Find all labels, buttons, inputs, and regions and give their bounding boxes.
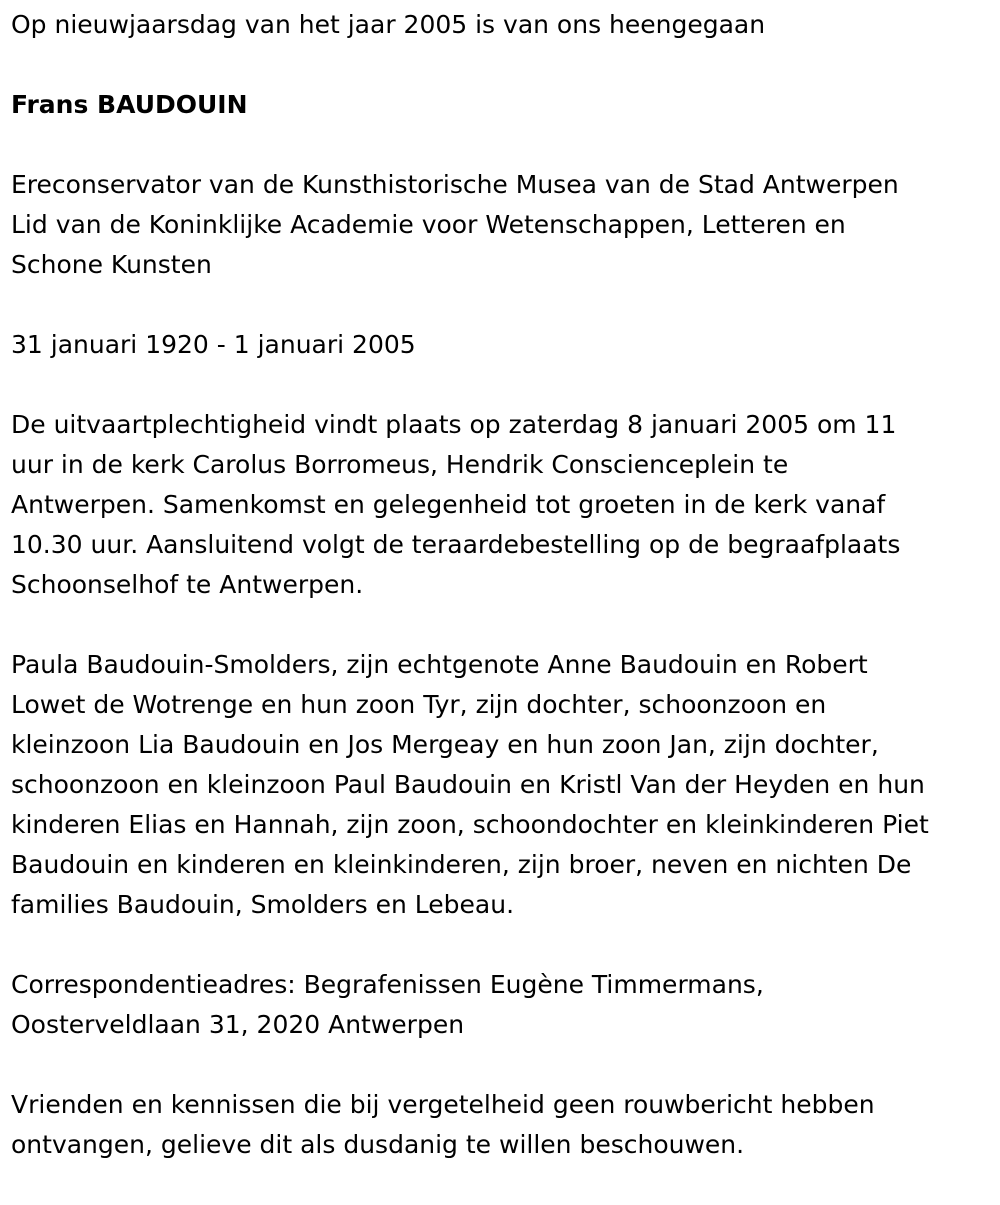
family-line: schoonzoon en kleinzoon Paul Baudouin en Kristl Van der Heyden en hun <box>11 770 925 799</box>
family-line: Lowet de Wotrenge en hun zoon Tyr, zijn dochter, schoonzoon en <box>11 690 827 719</box>
funeral-line: uur in de kerk Carolus Borromeus, Hendrik Conscienceplein te <box>11 450 789 479</box>
title-line: Lid van de Koninklijke Academie voor Wetenschappen, Letteren en <box>11 210 846 239</box>
obituary-document <box>11 0 991 1205</box>
correspondence-line: Oosterveldlaan 31, 2020 Antwerpen <box>11 1010 465 1039</box>
funeral-paragraph <box>11 405 991 605</box>
titles-paragraph <box>11 165 991 285</box>
funeral-line: 10.30 uur. Aansluitend volgt de teraardebestelling op de begraafplaats <box>11 530 901 559</box>
correspondence-line: Correspondentieadres: Begrafenissen Eugène Timmermans, <box>11 970 764 999</box>
funeral-line: Antwerpen. Samenkomst en gelegenheid tot groeten in de kerk vanaf <box>11 490 886 519</box>
family-line: Paula Baudouin-Smolders, zijn echtgenote Anne Baudouin en Robert <box>11 650 868 679</box>
funeral-line: De uitvaartplechtigheid vindt plaats op zaterdag 8 januari 2005 om 11 <box>11 410 897 439</box>
title-line: Ereconservator van de Kunsthistorische Musea van de Stad Antwerpen <box>11 170 899 199</box>
life-dates: 31 januari 1920 - 1 januari 2005 <box>11 330 416 359</box>
correspondence-paragraph <box>11 965 991 1045</box>
closing-line: Vrienden en kennissen die bij vergetelheid geen rouwbericht hebben <box>11 1090 875 1119</box>
dates-paragraph <box>11 325 991 365</box>
intro-paragraph <box>11 5 991 45</box>
family-paragraph <box>11 645 991 925</box>
title-line: Schone Kunsten <box>11 250 212 279</box>
closing-paragraph <box>11 1085 991 1165</box>
deceased-name: Frans BAUDOUIN <box>11 90 248 119</box>
family-line: kleinzoon Lia Baudouin en Jos Mergeay en hun zoon Jan, zijn dochter, <box>11 730 879 759</box>
closing-line: ontvangen, gelieve dit als dusdanig te willen beschouwen. <box>11 1130 745 1159</box>
family-line: families Baudouin, Smolders en Lebeau. <box>11 890 515 919</box>
family-line: Baudouin en kinderen en kleinkinderen, zijn broer, neven en nichten De <box>11 850 912 879</box>
family-line: kinderen Elias en Hannah, zijn zoon, schoondochter en kleinkinderen Piet <box>11 810 929 839</box>
funeral-line: Schoonselhof te Antwerpen. <box>11 570 364 599</box>
intro-line: Op nieuwjaarsdag van het jaar 2005 is van ons heengegaan <box>11 10 766 39</box>
name-paragraph <box>11 85 991 125</box>
